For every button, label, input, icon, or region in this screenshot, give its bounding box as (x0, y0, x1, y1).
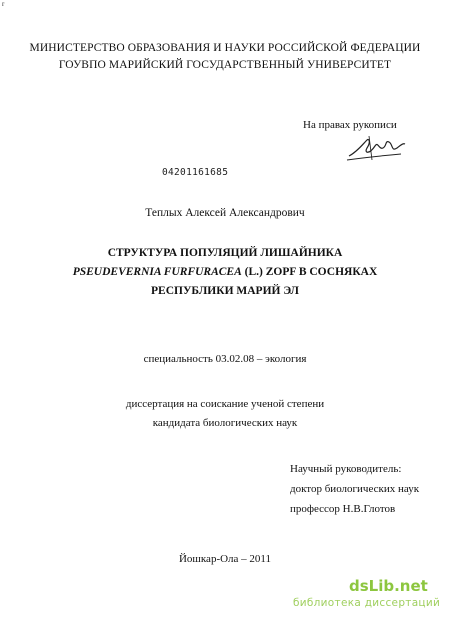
city-year: Йошкар-Ола – 2011 (178, 553, 272, 565)
specialty: специальность 03.02.08 – экология (143, 353, 307, 365)
dissertation-title (0, 244, 450, 301)
handwritten-signature (345, 134, 407, 164)
supervisor-label: Научный руководитель: (290, 463, 402, 475)
supervisor-name: профессор Н.В.Глотов (290, 503, 396, 515)
ministry-heading: МИНИСТЕРСТВО ОБРАЗОВАНИЯ И НАУКИ РОССИЙСКОЙ ФЕДЕРАЦИИ (29, 42, 421, 54)
watermark-logo (349, 577, 428, 595)
title-line-2-rest: (L.) ZOPF В СОСНЯКАХ (241, 266, 378, 278)
watermark-brand: dsLib (349, 577, 395, 595)
degree-line-2: кандидата биологических наук (152, 417, 298, 429)
rights-notice: На правах рукописи (303, 119, 397, 131)
title-line-3: РЕСПУБЛИКИ МАРИЙ ЭЛ (151, 285, 299, 297)
degree-line-1: диссертация на соискание ученой степени (125, 398, 325, 410)
title-line-1: СТРУКТУРА ПОПУЛЯЦИЙ ЛИШАЙНИКА (107, 247, 343, 259)
watermark-tagline: библиотека диссертаций (293, 597, 441, 609)
supervisor-degree: доктор биологических наук (290, 483, 420, 495)
title-line-2 (0, 263, 450, 282)
watermark-tld: .net (394, 577, 428, 595)
supervisor-block (290, 459, 419, 519)
author-name: Теплых Алексей Александрович (145, 207, 305, 219)
university-heading: ГОУВПО МАРИЙСКИЙ ГОСУДАРСТВЕННЫЙ УНИВЕРСИТЕТ (58, 59, 392, 71)
degree-statement (0, 395, 450, 433)
corner-mark: r (2, 0, 5, 8)
catalog-number: 04201161685 (162, 167, 229, 178)
title-latin-name: PSEUDEVERNIA FURFURACEA (72, 266, 242, 278)
